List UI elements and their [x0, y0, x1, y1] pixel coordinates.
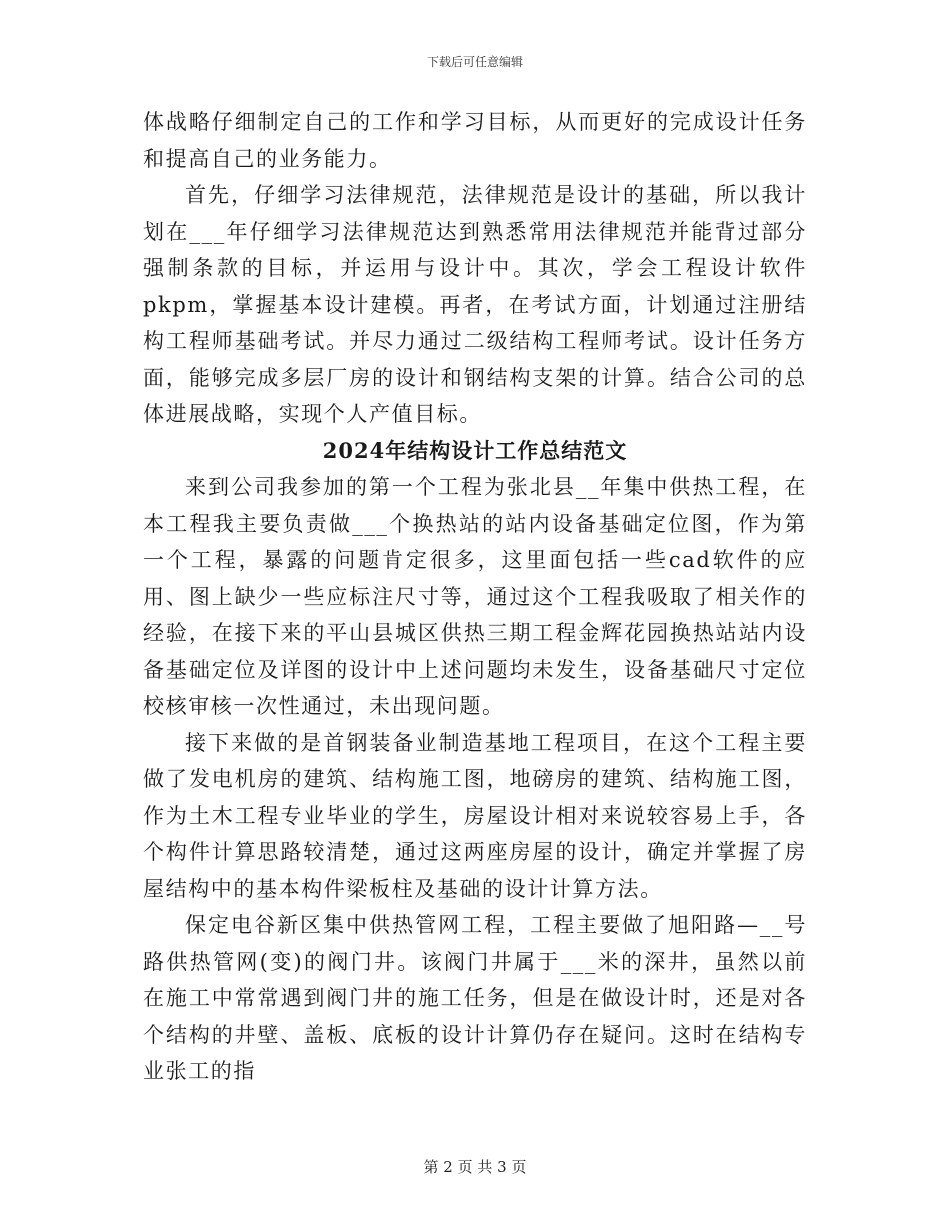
page-header-note: 下载后可任意编辑: [426, 55, 523, 69]
document-body: [143, 104, 807, 1090]
paragraph-baoding-project: 保定电谷新区集中供热管网工程，工程主要做了旭阳路—__号路供热管网(变)的阀门井。该阀门井属于___米的深井，虽然以前在施工中常常遇到阀门井的施工任务，但是在做设计时，还是对各个结构的井壁、盖板、底板的设计计算仍存在疑问。这时在结构专业张工的指: [143, 913, 807, 1083]
page-number: 第 2 页 共 3 页: [423, 1158, 527, 1176]
paragraph-shougang-project: 接下来做的是首钢装备业制造基地工程项目，在这个工程主要做了发电机房的建筑、结构施工图，地磅房的建筑、结构施工图，作为土木工程专业毕业的学生，房屋设计相对来说较容易上手，各个构件计算思路较清楚，通过这两座房屋的设计，确定并掌握了房屋结构中的基本构件梁板柱及基础的设计计算方法。: [143, 730, 807, 901]
paragraph-goals-continued: 体战略仔细制定自己的工作和学习目标，从而更好的完成设计任务和提高自己的业务能力。: [143, 110, 807, 171]
paragraph-study-plan: 首先，仔细学习法律规范，法律规范是设计的基础，所以我计划在___年仔细学习法律规范达到熟悉常用法律规范并能背过部分强制条款的目标，并运用与设计中。其次，学会工程设计软件pkpm，掌握基本设计建模。再者，在考试方面，计划通过注册结构工程师基础考试。并尽力通过二级结构工程师考试。设计任务方面，能够完成多层厂房的设计和钢结构支架的计算。结合公司的总体进展战略，实现个人产值目标。: [143, 183, 807, 426]
paragraph-first-project: 来到公司我参加的第一个工程为张北县__年集中供热工程，在本工程我主要负责做___个换热站的站内设备基础定位图，作为第一个工程，暴露的问题肯定很多，这里面包括一些cad软件的应用、图上缺少一些应标注尺寸等，通过这个工程我吸取了相关作的经验，在接下来的平山县城区供热三期工程金辉花园换热站站内设备基础定位及详图的设计中上述问题均未发生，设备基础尺寸定位校核审核一次性通过，未出现问题。: [143, 475, 807, 718]
section-title: 2024年结构设计工作总结范文: [322, 437, 628, 463]
